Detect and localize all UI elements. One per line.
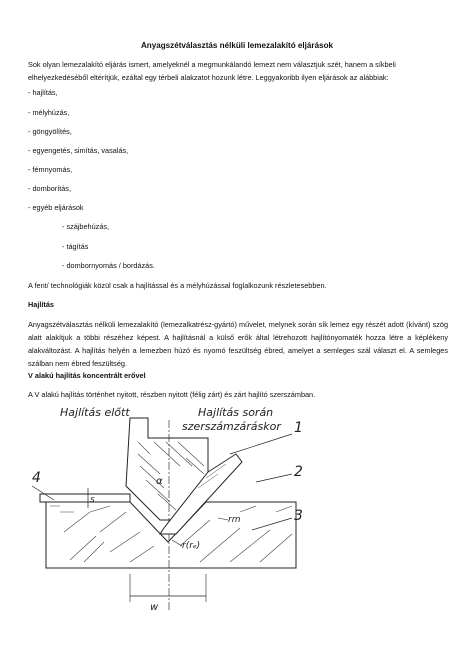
die-outline xyxy=(46,502,296,568)
flat-sheet xyxy=(40,494,130,502)
list-item: - egyengetés, simítás, vasalás, xyxy=(28,146,129,155)
r-leader xyxy=(172,540,182,546)
label-during-2: szerszámzáráskor xyxy=(182,420,281,433)
sublist-item: - szájbehúzás, xyxy=(62,222,110,231)
label-alpha: α xyxy=(156,476,163,487)
subsection-heading: V alakú hajlítás koncentrált erővel xyxy=(28,371,146,380)
callout-line-4 xyxy=(32,486,54,500)
focus-sentence: A fent/ technológiák közül csak a hajlítással és a mélyhúzással foglalkozunk részletesebben. xyxy=(28,281,327,290)
list-item: - egyéb eljárások xyxy=(28,203,84,212)
intro-paragraph: Sok olyan lemezalakító eljárás ismert, amelyeknél a megmunkálandó lemezt nem választjuk szét, hanem a síkbeli elhelyezkedéséből eltérítjük, ezáltal egy térbeli alakzatot hozunk létre. Leggyakoribb ilyen eljárások az alábbiak: xyxy=(28,60,396,82)
label-r: r(rₑ) xyxy=(182,541,201,551)
list-item: - fémnyomás, xyxy=(28,165,73,174)
label-w: w xyxy=(150,602,159,613)
label-during-1: Hajlítás során xyxy=(198,406,274,419)
list-item: - hajlítás, xyxy=(28,88,58,97)
section-paragraph: Anyagszétválasztás nélküli lemezalakító (lemezalkatrész-gyártó) művelet, melynek során sík lemez egy részét adott (kívánt) szög alatt alakítjuk a többi részéhez képest. A hajlításnál a külső erők által létrehozott hajlítónyomaték hozza létre a képlékeny alakváltozást. A hajlítás helyén a lemezben húzó és nyomó feszültség ébred, amelyet a semleges szál választ el. A semleges szálban nem ébred feszültség. xyxy=(28,320,448,368)
bending-diagram xyxy=(30,402,330,646)
callout-1: 1 xyxy=(294,420,303,436)
sublist-item: - tágítás xyxy=(62,242,89,251)
label-rm: rm xyxy=(228,515,241,525)
callout-line-3 xyxy=(252,518,292,530)
subsection-paragraph: A V alakú hajlítás történhet nyitott, részben nyitott (félig zárt) és zárt hajlító szerszámban. xyxy=(28,390,316,399)
callout-line-2 xyxy=(256,474,292,482)
callout-line-1 xyxy=(230,434,292,454)
label-before: Hajlítás előtt xyxy=(60,406,130,419)
label-s: s xyxy=(90,495,95,505)
sublist-item: - dombornyomás / bordázás. xyxy=(62,261,155,270)
list-item: - mélyhúzás, xyxy=(28,108,70,117)
rm-leader xyxy=(218,518,228,520)
document-title: Anyagszétválasztás nélküli lemezalakító eljárások xyxy=(140,41,334,50)
callout-3: 3 xyxy=(294,508,303,524)
section-heading: Hajlítás xyxy=(28,300,54,309)
list-item: - domborítás, xyxy=(28,184,71,193)
bending-diagram-svg xyxy=(30,402,330,620)
callout-4: 4 xyxy=(32,470,41,486)
callout-2: 2 xyxy=(294,464,303,480)
list-item: - göngyölítés, xyxy=(28,127,72,136)
